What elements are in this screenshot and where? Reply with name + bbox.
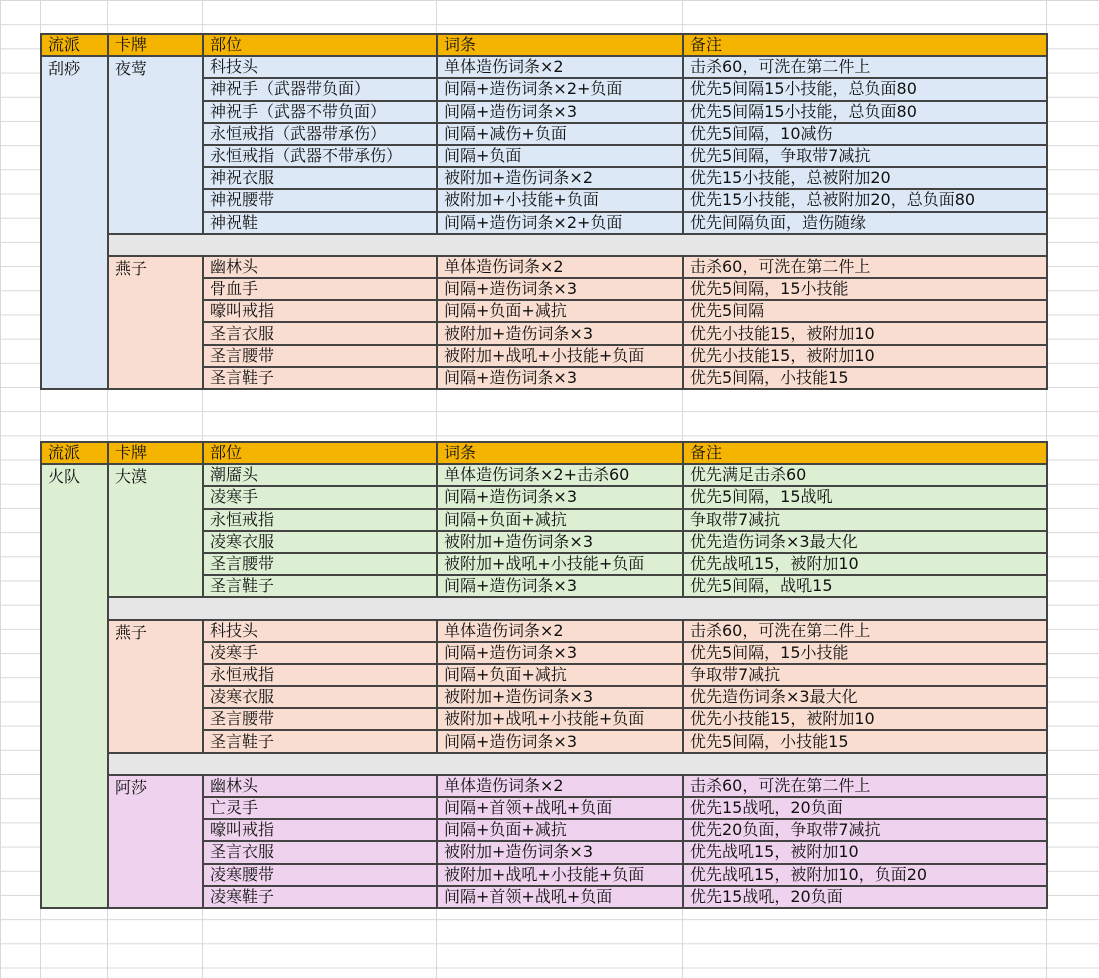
slot-cell[interactable]: 凌寒衣服 — [203, 531, 437, 553]
affix-cell[interactable]: 被附加+造伤词条×3 — [437, 686, 683, 708]
slot-cell[interactable]: 骨血手 — [203, 278, 437, 300]
separator-row — [41, 753, 1047, 775]
table-row — [41, 620, 1047, 642]
slot-cell[interactable]: 科技头 — [203, 620, 437, 642]
affix-cell[interactable]: 单体造伤词条×2 — [437, 775, 683, 797]
table-row — [41, 775, 1047, 797]
affix-cell[interactable]: 间隔+负面+减抗 — [437, 664, 683, 686]
affix-cell[interactable]: 间隔+造伤词条×3 — [437, 278, 683, 300]
note-cell[interactable]: 优先15小技能，总被附加20 — [683, 167, 1047, 189]
card-cell[interactable]: 燕子 — [108, 620, 203, 753]
note-cell[interactable]: 击杀60，可洗在第二件上 — [683, 256, 1047, 278]
affix-cell[interactable]: 被附加+造伤词条×3 — [437, 322, 683, 344]
affix-cell[interactable]: 被附加+战吼+小技能+负面 — [437, 553, 683, 575]
note-cell[interactable]: 优先5间隔，小技能15 — [683, 730, 1047, 752]
separator-row — [41, 234, 1047, 256]
affix-cell[interactable]: 单体造伤词条×2 — [437, 56, 683, 78]
slot-cell[interactable]: 嚎叫戒指 — [203, 819, 437, 841]
note-cell[interactable]: 优先5间隔，小技能15 — [683, 367, 1047, 389]
slot-cell[interactable]: 凌寒腰带 — [203, 864, 437, 886]
table-row — [41, 56, 1047, 78]
affix-cell[interactable]: 被附加+战吼+小技能+负面 — [437, 864, 683, 886]
header-school[interactable]: 流派 — [41, 442, 108, 464]
header-slot[interactable]: 部位 — [203, 442, 437, 464]
note-cell[interactable]: 优先20负面，争取带7减抗 — [683, 819, 1047, 841]
slot-cell[interactable]: 圣言鞋子 — [203, 575, 437, 597]
school-cell[interactable]: 刮痧 — [41, 56, 108, 389]
separator-row — [41, 597, 1047, 619]
affix-cell[interactable]: 间隔+造伤词条×3 — [437, 642, 683, 664]
slot-cell[interactable]: 永恒戒指 — [203, 509, 437, 531]
affix-cell[interactable]: 被附加+战吼+小技能+负面 — [437, 708, 683, 730]
table-row — [41, 464, 1047, 486]
note-cell[interactable]: 优先5间隔 — [683, 300, 1047, 322]
slot-cell[interactable]: 神祝手（武器不带负面） — [203, 101, 437, 123]
affix-cell[interactable]: 间隔+造伤词条×2+负面 — [437, 78, 683, 100]
note-cell[interactable]: 优先战吼15，被附加10 — [683, 553, 1047, 575]
note-cell[interactable]: 优先15小技能，总被附加20，总负面80 — [683, 189, 1047, 211]
slot-cell[interactable]: 凌寒衣服 — [203, 686, 437, 708]
note-cell[interactable]: 击杀60，可洗在第二件上 — [683, 56, 1047, 78]
slot-cell[interactable]: 神祝衣服 — [203, 167, 437, 189]
note-cell[interactable]: 击杀60，可洗在第二件上 — [683, 775, 1047, 797]
affix-cell[interactable]: 被附加+小技能+负面 — [437, 189, 683, 211]
slot-cell[interactable]: 幽林头 — [203, 256, 437, 278]
slot-cell[interactable]: 凌寒手 — [203, 486, 437, 508]
header-row — [41, 442, 1047, 464]
build-table-1 — [40, 33, 1048, 390]
slot-cell[interactable]: 凌寒手 — [203, 642, 437, 664]
card-cell[interactable]: 夜莺 — [108, 56, 203, 234]
affix-cell[interactable]: 间隔+负面+减抗 — [437, 300, 683, 322]
affix-cell[interactable]: 被附加+造伤词条×3 — [437, 531, 683, 553]
slot-cell[interactable]: 凌寒鞋子 — [203, 886, 437, 908]
slot-cell[interactable]: 神祝鞋 — [203, 212, 437, 234]
affix-cell[interactable]: 间隔+负面+减抗 — [437, 509, 683, 531]
affix-cell[interactable]: 间隔+负面+减抗 — [437, 819, 683, 841]
affix-cell[interactable]: 间隔+首领+战吼+负面 — [437, 797, 683, 819]
table-row — [41, 256, 1047, 278]
note-cell[interactable]: 优先5间隔，15小技能 — [683, 642, 1047, 664]
affix-cell[interactable]: 间隔+造伤词条×3 — [437, 730, 683, 752]
affix-cell[interactable]: 被附加+战吼+小技能+负面 — [437, 345, 683, 367]
affix-cell[interactable]: 被附加+造伤词条×2 — [437, 167, 683, 189]
card-cell[interactable]: 阿莎 — [108, 775, 203, 908]
slot-cell[interactable]: 圣言衣服 — [203, 841, 437, 863]
affix-cell[interactable]: 间隔+造伤词条×3 — [437, 486, 683, 508]
slot-cell[interactable]: 永恒戒指（武器带承伤） — [203, 123, 437, 145]
note-cell[interactable]: 优先满足击杀60 — [683, 464, 1047, 486]
affix-cell[interactable]: 被附加+造伤词条×3 — [437, 841, 683, 863]
note-cell[interactable]: 优先造伤词条×3最大化 — [683, 531, 1047, 553]
slot-cell[interactable]: 圣言腰带 — [203, 708, 437, 730]
header-card[interactable]: 卡牌 — [108, 34, 203, 56]
header-school[interactable]: 流派 — [41, 34, 108, 56]
slot-cell[interactable]: 永恒戒指（武器不带承伤） — [203, 145, 437, 167]
header-note[interactable]: 备注 — [683, 34, 1047, 56]
slot-cell[interactable]: 亡灵手 — [203, 797, 437, 819]
slot-cell[interactable]: 潮靥头 — [203, 464, 437, 486]
slot-cell[interactable]: 神祝腰带 — [203, 189, 437, 211]
card-cell[interactable]: 大漠 — [108, 464, 203, 597]
note-cell[interactable]: 优先5间隔，争取带7减抗 — [683, 145, 1047, 167]
note-cell[interactable]: 优先15战吼，20负面 — [683, 797, 1047, 819]
note-cell[interactable]: 优先小技能15，被附加10 — [683, 345, 1047, 367]
note-cell[interactable]: 优先5间隔，15小技能 — [683, 278, 1047, 300]
affix-cell[interactable]: 间隔+造伤词条×3 — [437, 367, 683, 389]
note-cell[interactable]: 优先小技能15，被附加10 — [683, 708, 1047, 730]
note-cell[interactable]: 优先5间隔，15战吼 — [683, 486, 1047, 508]
affix-cell[interactable]: 间隔+减伤+负面 — [437, 123, 683, 145]
note-cell[interactable]: 优先5间隔15小技能，总负面80 — [683, 78, 1047, 100]
note-cell[interactable]: 优先间隔负面，造伤随缘 — [683, 212, 1047, 234]
affix-cell[interactable]: 间隔+首领+战吼+负面 — [437, 886, 683, 908]
separator-cell — [108, 597, 1047, 619]
note-cell[interactable]: 优先造伤词条×3最大化 — [683, 686, 1047, 708]
header-note[interactable]: 备注 — [683, 442, 1047, 464]
affix-cell[interactable]: 间隔+造伤词条×3 — [437, 101, 683, 123]
header-affix[interactable]: 词条 — [437, 442, 683, 464]
card-cell[interactable]: 燕子 — [108, 256, 203, 389]
header-row — [41, 34, 1047, 56]
slot-cell[interactable]: 圣言鞋子 — [203, 367, 437, 389]
note-cell[interactable]: 争取带7减抗 — [683, 509, 1047, 531]
separator-cell — [108, 753, 1047, 775]
affix-cell[interactable]: 间隔+负面 — [437, 145, 683, 167]
slot-cell[interactable]: 永恒戒指 — [203, 664, 437, 686]
affix-cell[interactable]: 间隔+造伤词条×2+负面 — [437, 212, 683, 234]
slot-cell[interactable]: 科技头 — [203, 56, 437, 78]
slot-cell[interactable]: 神祝手（武器带负面） — [203, 78, 437, 100]
header-slot[interactable]: 部位 — [203, 34, 437, 56]
note-cell[interactable]: 优先5间隔，战吼15 — [683, 575, 1047, 597]
affix-cell[interactable]: 间隔+造伤词条×3 — [437, 575, 683, 597]
header-card[interactable]: 卡牌 — [108, 442, 203, 464]
slot-cell[interactable]: 圣言鞋子 — [203, 730, 437, 752]
note-cell[interactable]: 优先15战吼，20负面 — [683, 886, 1047, 908]
note-cell[interactable]: 优先战吼15，被附加10，负面20 — [683, 864, 1047, 886]
affix-cell[interactable]: 单体造伤词条×2 — [437, 620, 683, 642]
slot-cell[interactable]: 圣言腰带 — [203, 553, 437, 575]
note-cell[interactable]: 优先战吼15，被附加10 — [683, 841, 1047, 863]
slot-cell[interactable]: 圣言腰带 — [203, 345, 437, 367]
separator-cell — [108, 234, 1047, 256]
header-affix[interactable]: 词条 — [437, 34, 683, 56]
note-cell[interactable]: 击杀60，可洗在第二件上 — [683, 620, 1047, 642]
slot-cell[interactable]: 圣言衣服 — [203, 322, 437, 344]
note-cell[interactable]: 优先5间隔，10减伤 — [683, 123, 1047, 145]
slot-cell[interactable]: 幽林头 — [203, 775, 437, 797]
note-cell[interactable]: 争取带7减抗 — [683, 664, 1047, 686]
school-cell[interactable]: 火队 — [41, 464, 108, 908]
note-cell[interactable]: 优先5间隔15小技能，总负面80 — [683, 101, 1047, 123]
affix-cell[interactable]: 单体造伤词条×2+击杀60 — [437, 464, 683, 486]
build-table-2 — [40, 441, 1048, 909]
affix-cell[interactable]: 单体造伤词条×2 — [437, 256, 683, 278]
note-cell[interactable]: 优先小技能15，被附加10 — [683, 322, 1047, 344]
slot-cell[interactable]: 嚎叫戒指 — [203, 300, 437, 322]
